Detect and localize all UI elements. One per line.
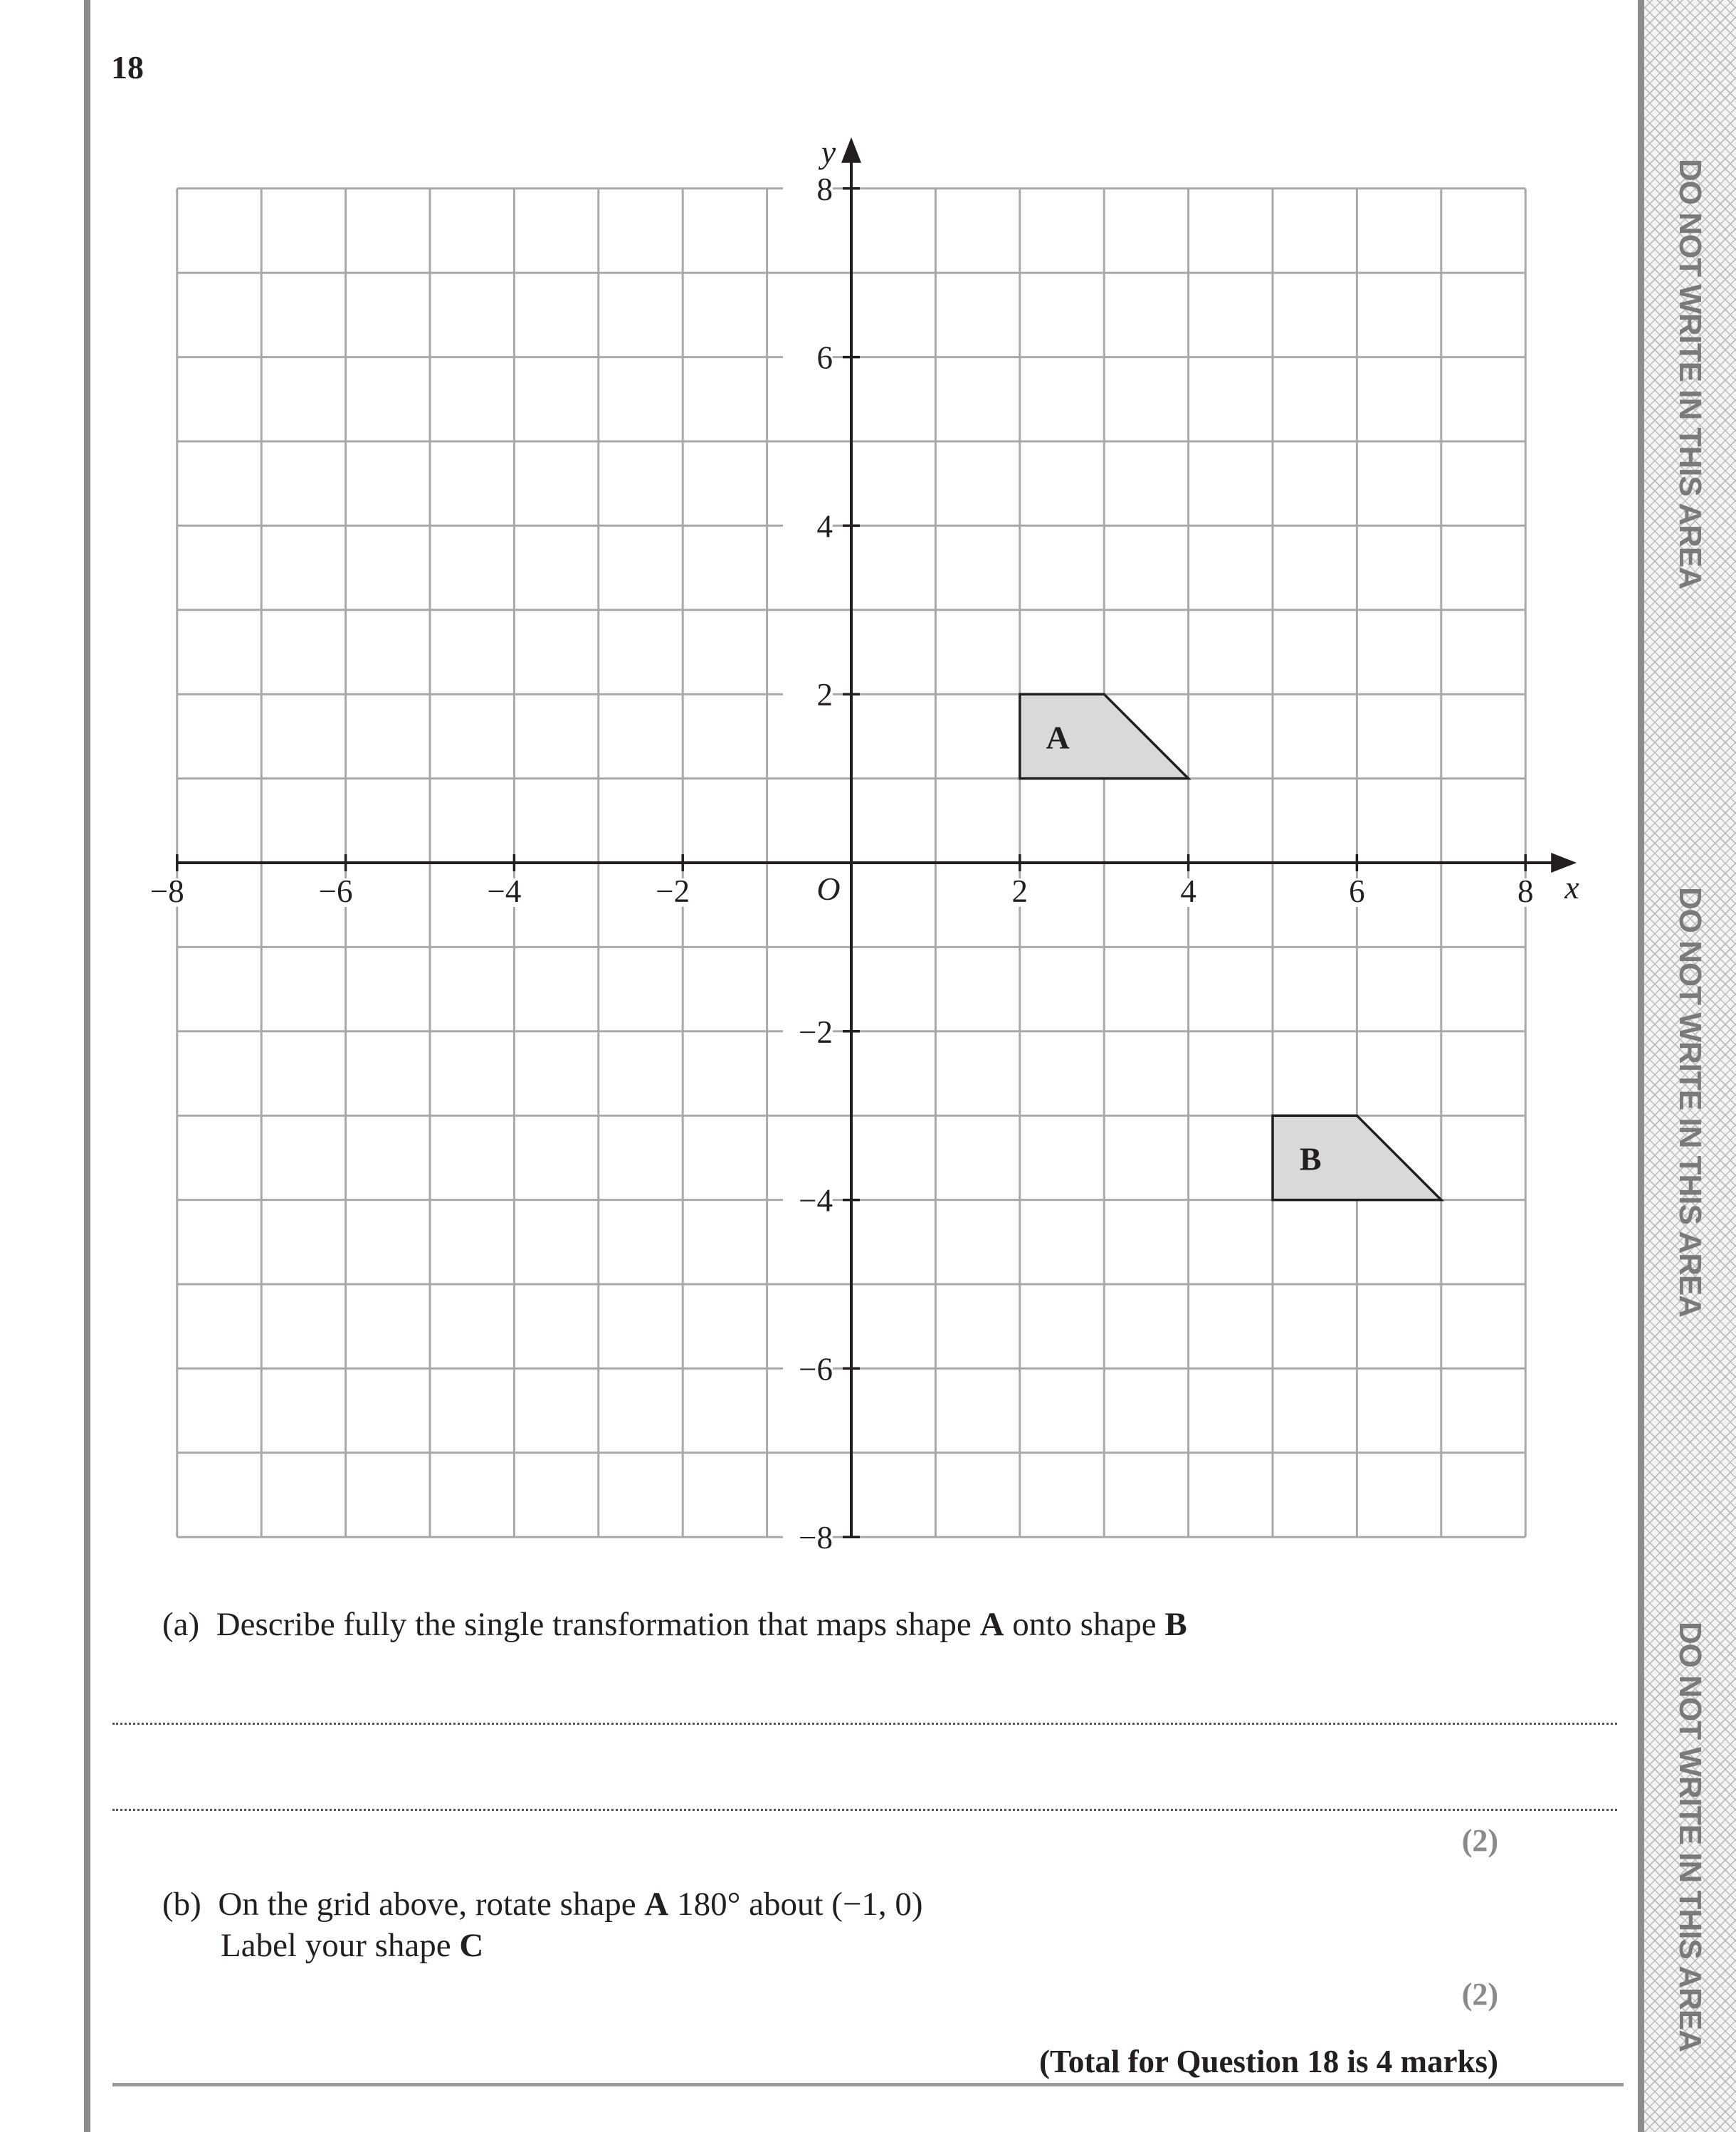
y-tick-label: −6 — [799, 1351, 833, 1387]
y-tick-label: 8 — [816, 171, 833, 207]
x-tick-label: −6 — [318, 873, 353, 909]
x-tick-label: 4 — [1180, 873, 1196, 909]
shape-b — [1273, 1115, 1441, 1199]
part-a-marks: (2) — [1461, 1823, 1498, 1858]
y-axis-arrow — [841, 137, 861, 163]
part-b-text-before: On the grid above, rotate shape — [218, 1886, 645, 1923]
axis-labels — [150, 134, 1579, 1555]
answer-line-2[interactable] — [112, 1809, 1617, 1811]
origin-label: O — [816, 871, 841, 907]
shape-a — [1020, 694, 1189, 778]
y-tick-label: −4 — [799, 1182, 833, 1219]
part-a-question — [162, 1605, 1187, 1644]
x-tick-label: 2 — [1011, 873, 1029, 909]
part-b-line2 — [221, 1926, 483, 1965]
bottom-rule — [112, 2083, 1624, 2086]
y-tick-label: 2 — [816, 677, 833, 713]
part-a-shape-a: A — [979, 1606, 1004, 1643]
question-number: 18 — [111, 49, 144, 85]
part-b-marks: (2) — [1461, 1977, 1498, 2012]
part-b-label: (b) — [162, 1886, 201, 1923]
x-tick-label: −2 — [656, 873, 690, 909]
part-b-question — [162, 1885, 923, 1923]
part-a-text-before: Describe fully the single transformation that maps shape — [216, 1606, 980, 1643]
shape-a-label: A — [1046, 719, 1070, 756]
answer-line-1[interactable] — [112, 1723, 1617, 1725]
part-a-label: (a) — [162, 1606, 200, 1643]
x-tick-label: −4 — [487, 873, 522, 909]
shape-b-label: B — [1299, 1140, 1322, 1177]
y-tick-label: −2 — [799, 1014, 833, 1050]
x-tick-label: −8 — [149, 873, 184, 909]
y-tick-label: 6 — [816, 340, 833, 376]
y-tick-label: 4 — [816, 508, 833, 545]
part-b-text-after: 180° about (−1, 0) — [668, 1886, 923, 1923]
part-a-shape-b: B — [1164, 1606, 1187, 1643]
x-axis-label: x — [1564, 869, 1579, 905]
x-tick-label: 6 — [1349, 873, 1365, 909]
part-a-text-mid: onto shape — [1004, 1606, 1165, 1643]
part-b-shape-a: A — [644, 1886, 669, 1923]
x-tick-label: 8 — [1517, 873, 1534, 909]
part-b-line2-text: Label your shape — [221, 1927, 460, 1964]
y-axis-label: y — [821, 133, 836, 170]
total-marks: (Total for Question 18 is 4 marks) — [1038, 2044, 1498, 2079]
y-tick-label: −8 — [799, 1520, 833, 1556]
axes — [177, 137, 1577, 1537]
part-b-shape-c: C — [459, 1927, 484, 1964]
